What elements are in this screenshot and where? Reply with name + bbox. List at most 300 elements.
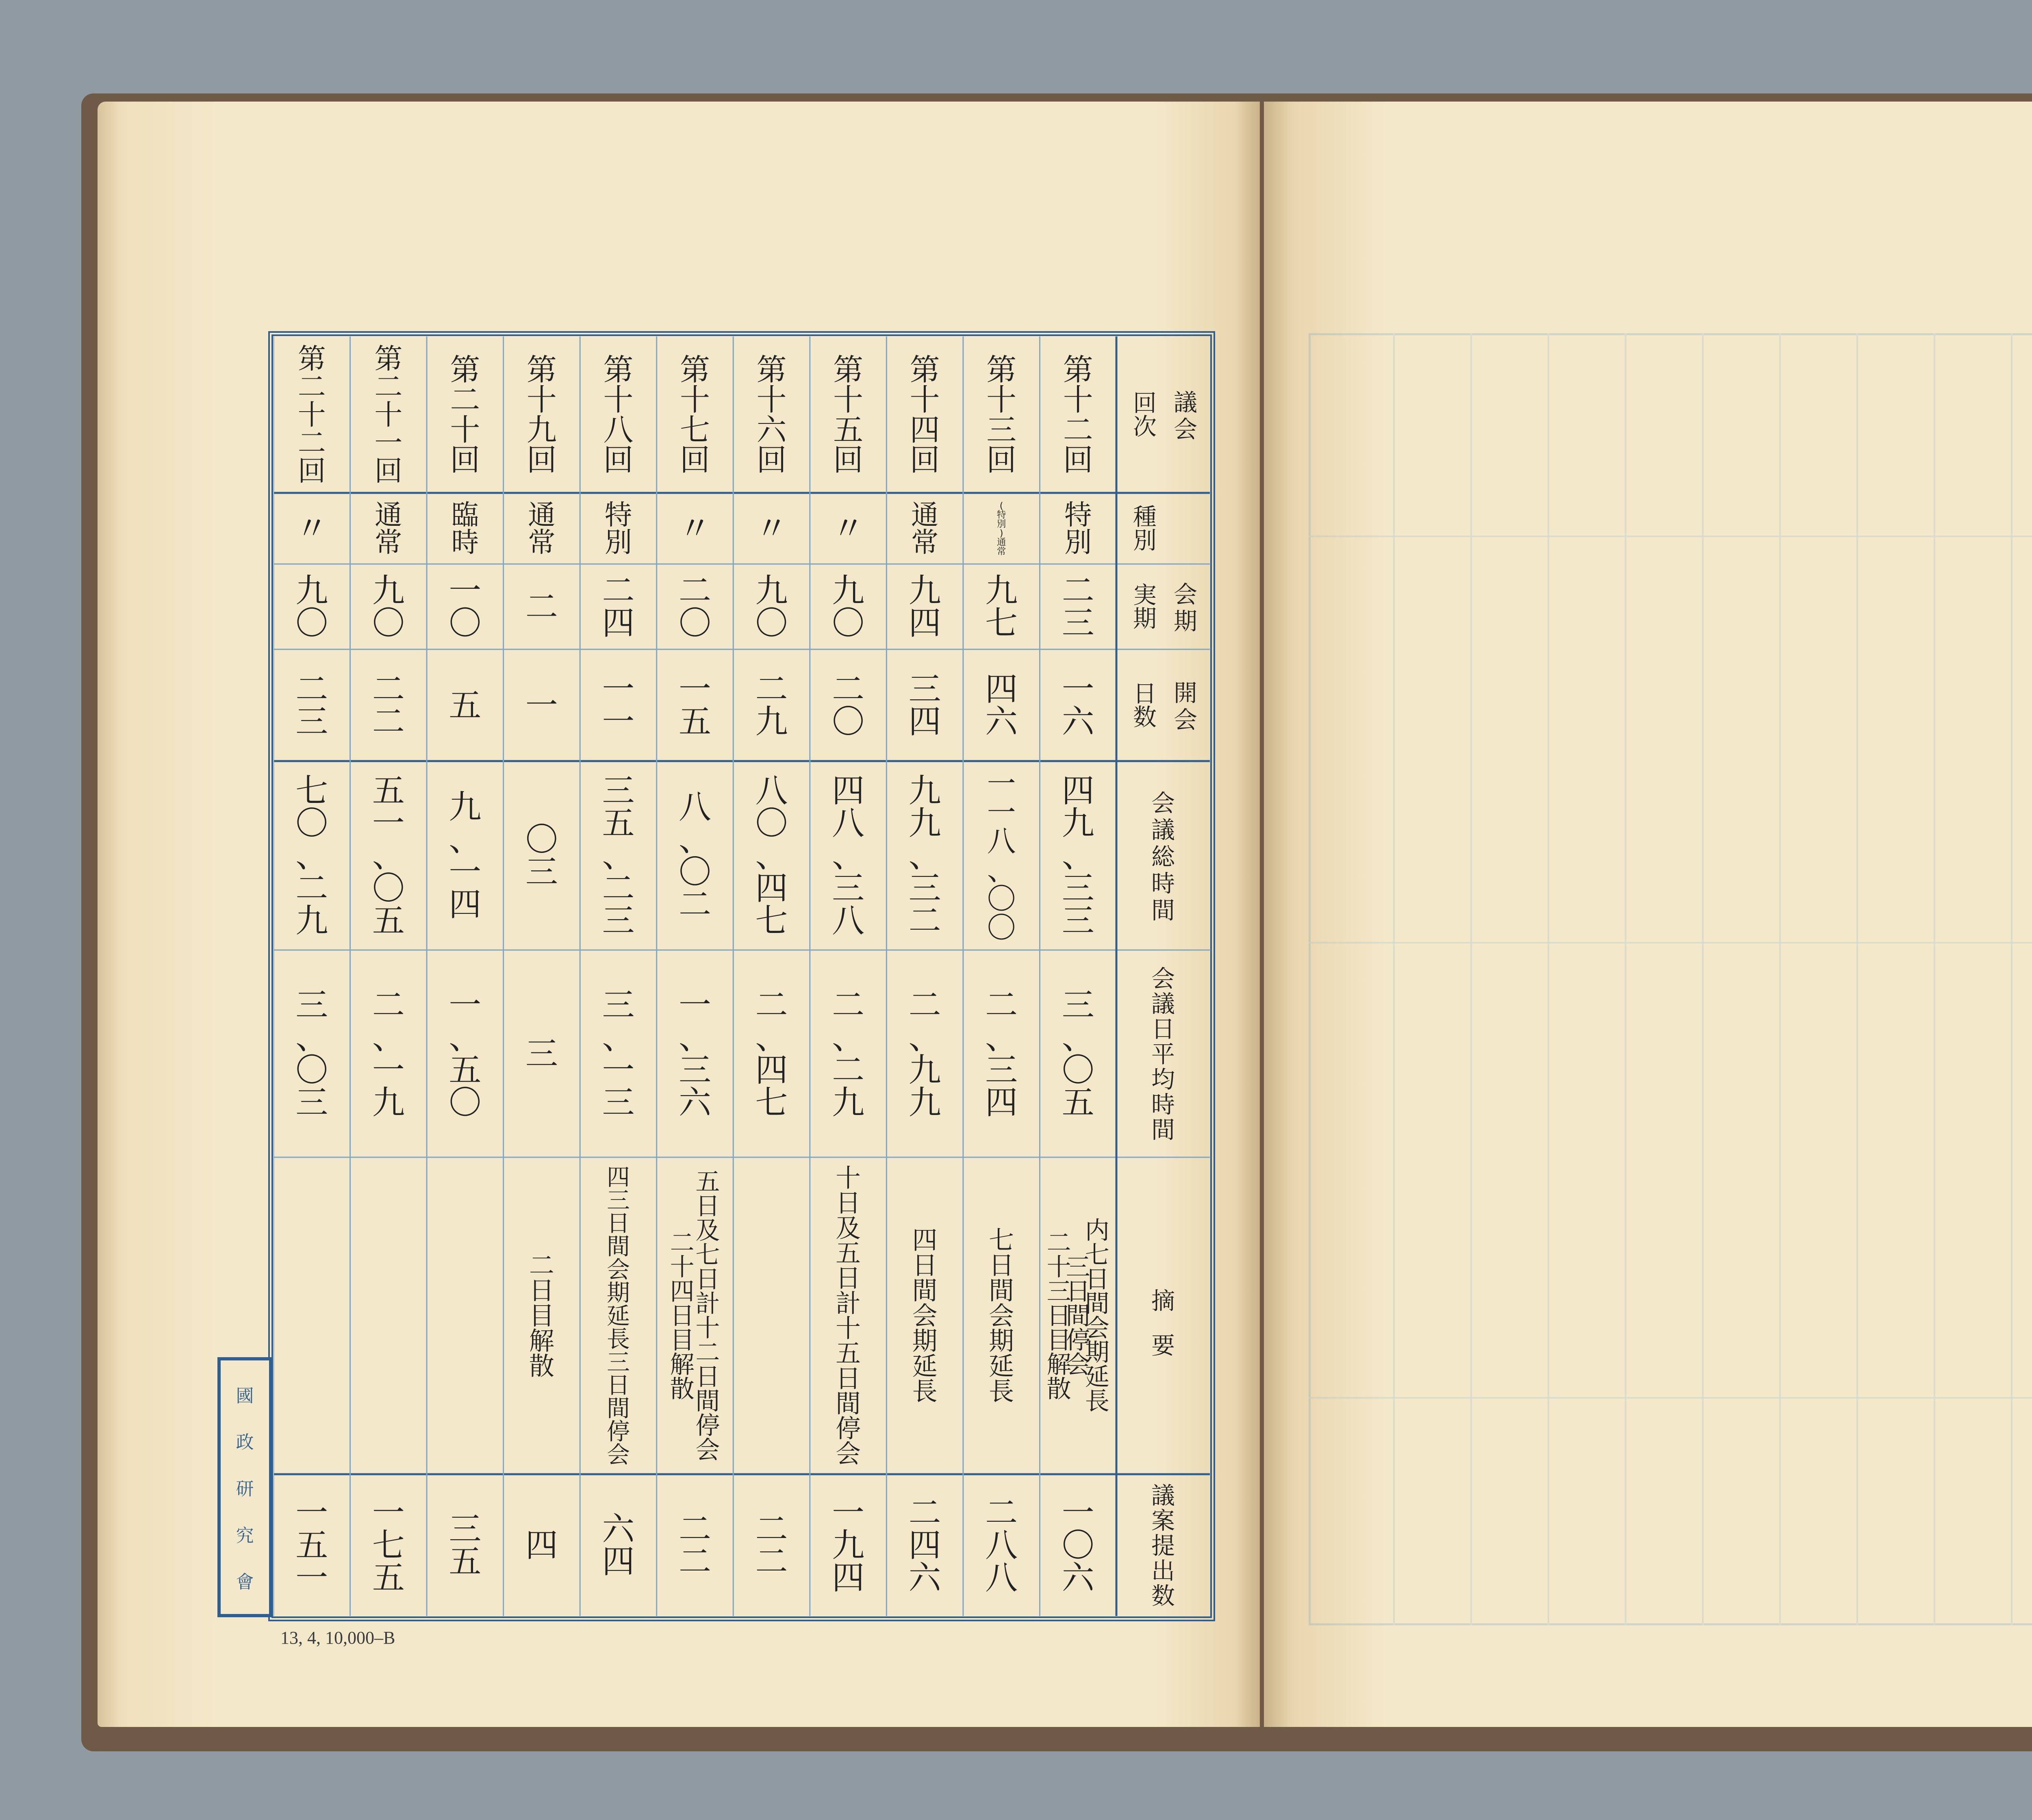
days-cell-char: 六	[985, 703, 1018, 741]
avg-cell	[909, 986, 941, 1122]
kind-cell-char: (	[999, 501, 1003, 512]
kind-cell-char: 通	[375, 499, 402, 531]
summary-cell-char: 日	[529, 1276, 554, 1306]
summary-text-char: 目	[1046, 1326, 1071, 1355]
avg-cell-char: 〇	[295, 1051, 328, 1089]
avg-cell-char: 五	[449, 1051, 482, 1089]
summary-text-char: 散	[1046, 1375, 1071, 1404]
total-cell	[987, 767, 1016, 944]
session-cell-char: 七	[680, 412, 710, 448]
avg-cell-char: 三	[679, 1051, 711, 1089]
header-summary-char: 要	[1151, 1332, 1175, 1360]
total-cell-char: 三	[832, 869, 865, 907]
avg-cell	[372, 986, 405, 1122]
period-cell	[832, 572, 864, 642]
total-cell-char: 〇	[679, 853, 711, 891]
summary-text	[695, 1168, 720, 1464]
header-opening	[1174, 679, 1197, 734]
total-cell-char: 三	[525, 853, 558, 891]
total-cell-char: 三	[602, 772, 635, 810]
kind-cell-char: 特	[1064, 499, 1092, 531]
header-session-char: 議	[1173, 388, 1198, 416]
session-cell-char: 十	[833, 382, 864, 418]
avg-cell	[679, 986, 712, 1122]
summary-cell-char: 日	[836, 1264, 861, 1293]
summary-cell-char: 長	[989, 1376, 1014, 1406]
summary-cell-char: 五	[836, 1239, 861, 1268]
days-cell-char: 六	[1062, 703, 1094, 741]
kind-cell	[452, 499, 479, 558]
header-period-char: 期	[1173, 607, 1198, 636]
avg-cell-char: 三	[985, 1051, 1018, 1089]
avg-cell-char: 〇	[1062, 1051, 1094, 1089]
bills-cell-char: 二	[755, 1510, 788, 1548]
session-cell-char: 二	[297, 427, 326, 460]
kind-cell-char: 常	[528, 526, 556, 558]
avg-cell-char: 、	[449, 1019, 482, 1056]
session-cell-char: 六	[756, 412, 787, 448]
kind-cell	[832, 510, 864, 548]
avg-cell-char: 三	[602, 986, 635, 1024]
summary-cell-char: 延	[989, 1351, 1014, 1381]
avg-cell-char: 〇	[449, 1084, 482, 1122]
summary-cell-char: 四	[912, 1225, 938, 1255]
bills-cell	[679, 1510, 711, 1581]
bills-cell-char: 八	[985, 1526, 1018, 1564]
avg-cell-char: 九	[372, 1084, 405, 1122]
avg-cell	[985, 986, 1018, 1122]
session-cell-char: 十	[603, 382, 634, 418]
bills-cell	[909, 1494, 942, 1597]
summary-cell-char: 十	[836, 1163, 861, 1193]
session-cell	[527, 352, 557, 477]
days-cell-char: 二	[372, 670, 405, 708]
header-total-hours-char: 議	[1151, 816, 1175, 844]
period-cell-char: 〇	[755, 604, 788, 642]
days-cell-char: 三	[295, 703, 328, 741]
kind-cell-char: 〃	[679, 510, 711, 548]
total-cell-char: 〇	[525, 820, 558, 859]
total-cell	[602, 772, 634, 940]
bills-cell-char: 一	[372, 1494, 405, 1532]
summary-cell-char: 解	[529, 1326, 554, 1356]
summary-cell-char: 七	[989, 1225, 1014, 1255]
bills-cell	[1062, 1494, 1095, 1597]
summary-text-char: 間	[1066, 1302, 1090, 1330]
period-cell	[985, 572, 1018, 642]
session-cell-char: 第	[833, 352, 864, 388]
session-cell-char: 十	[374, 399, 403, 432]
header-number	[1133, 389, 1157, 440]
avg-cell-char: 、	[1062, 1019, 1094, 1056]
stamp-char: 會	[236, 1572, 254, 1593]
header-total-hours-char: 総	[1151, 843, 1175, 871]
total-cell-char: 九	[908, 772, 941, 810]
session-cell-char: 十	[450, 412, 480, 448]
summary-text-char: 目	[670, 1326, 695, 1355]
bills-cell-char: 三	[449, 1510, 482, 1548]
session-cell	[833, 352, 863, 477]
bills-cell-char: 一	[832, 1494, 865, 1532]
total-cell-char: 〇	[987, 882, 1016, 916]
kind-cell-char: 〃	[755, 510, 788, 548]
bills-cell	[602, 1510, 635, 1581]
summary-text-char: 計	[695, 1290, 720, 1318]
days-cell	[832, 670, 864, 741]
days-cell	[755, 670, 788, 741]
days-cell	[372, 670, 405, 741]
total-cell-char: 五	[602, 804, 635, 842]
summary-cell-char: 目	[529, 1301, 554, 1331]
summary-cell-char: 会	[989, 1301, 1014, 1331]
summary-cell-char: 延	[912, 1351, 938, 1381]
summary-text-char: 二	[1046, 1229, 1071, 1257]
avg-cell-char: 二	[908, 986, 941, 1024]
period-cell	[525, 588, 558, 626]
period-cell	[909, 572, 941, 642]
session-cell-char: 四	[910, 412, 940, 448]
session-cell-char: 第	[526, 352, 557, 388]
total-cell-char: 九	[1062, 804, 1094, 842]
summary-text-char: 長	[1085, 1387, 1109, 1416]
session-cell-char: 二	[1063, 412, 1093, 448]
total-cell-char: 、	[755, 837, 788, 875]
period-cell	[679, 572, 711, 642]
period-cell	[449, 572, 481, 642]
summary-cell-char: 四	[607, 1164, 630, 1191]
days-cell-char: 二	[295, 670, 328, 708]
stamp-char: 政	[236, 1432, 254, 1453]
session-cell-char: 九	[526, 412, 557, 448]
summary-cell-char: 日	[836, 1189, 861, 1218]
total-cell	[909, 772, 941, 940]
stamp-char: 國	[236, 1385, 254, 1406]
bills-cell-char: 九	[832, 1526, 865, 1564]
total-cell-char: 五	[372, 772, 405, 810]
session-cell-char: 回	[756, 443, 787, 478]
avg-cell-char: 三	[295, 986, 328, 1024]
bills-cell-char: 八	[985, 1559, 1018, 1597]
period-cell-char: 〇	[372, 604, 405, 642]
avg-cell-char: 、	[908, 1019, 941, 1056]
header-avg-hours	[1151, 965, 1175, 1144]
summary-text-char: 期	[1085, 1338, 1109, 1367]
period-cell-char: 二	[1062, 572, 1094, 610]
total-cell-char: 、	[908, 837, 941, 875]
avg-cell	[602, 986, 634, 1122]
avg-cell-char: 五	[1062, 1084, 1094, 1122]
summary-cell-char: 期	[607, 1280, 630, 1306]
kind-cell	[605, 499, 632, 558]
session-cell-char: 回	[1063, 443, 1093, 478]
total-cell-char: 七	[295, 772, 328, 810]
kind-cell-char: 通	[996, 537, 1006, 548]
bills-cell-char: 四	[602, 1542, 635, 1581]
total-cell-char: 九	[908, 804, 941, 842]
bills-cell-char: 五	[449, 1542, 482, 1581]
total-cell-char: 四	[449, 885, 482, 924]
session-cell-char: 二	[297, 371, 326, 403]
kind-cell	[755, 510, 788, 548]
session-cell-char: 十	[1063, 382, 1093, 418]
stamp-char: 研	[236, 1478, 254, 1499]
header-days-char: 日	[1133, 679, 1157, 707]
period-cell-char: 九	[372, 572, 405, 610]
period-cell	[295, 572, 328, 642]
header-total-hours-char: 間	[1151, 896, 1175, 924]
total-cell-char: 四	[1062, 772, 1094, 810]
summary-cell-char: 日	[607, 1372, 630, 1399]
stamp-char: 究	[236, 1525, 254, 1546]
summary-text-char: 日	[670, 1302, 695, 1330]
total-cell-char: 二	[295, 869, 328, 907]
header-total-hours-char: 時	[1151, 870, 1175, 898]
summary-cell	[836, 1163, 861, 1468]
avg-cell	[295, 986, 328, 1122]
total-cell-char: 、	[832, 837, 865, 875]
period-cell-char: 〇	[679, 604, 711, 642]
avg-cell-char: 二	[832, 1051, 865, 1089]
session-cell-char: 第	[603, 352, 634, 388]
period-cell-char: 四	[602, 604, 635, 642]
total-cell-char: 八	[832, 902, 865, 940]
summary-cell-char: 日	[989, 1250, 1014, 1280]
total-cell-char: 三	[908, 869, 941, 907]
kind-cell-char: 常	[911, 526, 939, 558]
summary-cell-char: 二	[529, 1250, 554, 1280]
total-cell-char: 八	[679, 788, 711, 826]
total-cell-char: 一	[987, 796, 1016, 830]
header-summary	[1151, 1287, 1175, 1360]
summary-cell-char: 十	[836, 1314, 861, 1343]
days-cell-char: 九	[755, 703, 788, 741]
avg-cell-char: 二	[832, 986, 865, 1024]
days-cell	[602, 670, 634, 741]
summary-cell-char: 間	[836, 1389, 861, 1419]
print-code: 13, 4, 10,000–B	[280, 1628, 395, 1648]
total-cell-char: 四	[832, 772, 865, 810]
header-bills-char: 案	[1151, 1507, 1175, 1535]
bills-cell-char: 四	[908, 1526, 941, 1564]
bills-cell-char: 六	[602, 1510, 635, 1548]
total-cell-char: 七	[755, 902, 788, 940]
total-cell	[679, 788, 711, 924]
total-cell-char: 、	[987, 853, 1016, 887]
summary-cell-char: 会	[607, 1256, 630, 1284]
session-cell-char: 三	[986, 412, 1017, 448]
total-cell-char: 〇	[755, 804, 788, 842]
session-cell-char: 一	[374, 427, 403, 460]
total-cell-char: 、	[372, 837, 405, 875]
header-avg-hours-char: 均	[1151, 1065, 1175, 1093]
period-cell-char: 二	[525, 588, 558, 626]
summary-cell-char: 三	[607, 1187, 630, 1214]
bills-cell	[985, 1494, 1018, 1597]
bills-cell-char: 二	[755, 1542, 788, 1581]
header-summary-char: 摘	[1151, 1287, 1175, 1315]
summary-cell-char: 期	[989, 1326, 1014, 1356]
total-cell-char: 四	[755, 869, 788, 907]
summary-text-char: 四	[670, 1278, 695, 1306]
days-cell	[295, 670, 328, 741]
session-cell-char: 第	[374, 343, 403, 375]
kind-cell-char: 別	[1064, 526, 1092, 558]
total-cell-char: 、	[602, 837, 635, 875]
header-kind-char: 種	[1133, 503, 1157, 531]
bills-cell-char: 一	[295, 1494, 328, 1532]
avg-cell	[1062, 986, 1094, 1122]
summary-cell-char: 間	[607, 1233, 630, 1260]
summary-text-char: 二	[670, 1229, 695, 1257]
avg-cell-char: 九	[908, 1051, 941, 1089]
summary-text-char: 十	[670, 1253, 695, 1282]
summary-text-char: 内	[1085, 1217, 1109, 1245]
kind-cell	[911, 499, 939, 558]
header-kind	[1133, 503, 1157, 554]
header-opening-char: 会	[1173, 706, 1198, 734]
summary-text-char: 日	[1066, 1278, 1090, 1306]
total-cell-char: 、	[1062, 837, 1094, 875]
header-session	[1174, 389, 1197, 443]
bills-cell	[372, 1494, 405, 1597]
summary-cell-char: 間	[989, 1276, 1014, 1306]
session-cell-char: 五	[833, 412, 864, 448]
days-cell-char: 二	[755, 670, 788, 708]
session-cell	[450, 352, 480, 477]
session-cell-char: 回	[603, 443, 634, 478]
summary-text	[1047, 1229, 1071, 1404]
avg-cell-char: 二	[755, 986, 788, 1024]
summary-cell-char: 散	[529, 1351, 554, 1381]
bills-cell-char: 一	[295, 1559, 328, 1597]
kind-cell	[1064, 499, 1092, 558]
period-cell	[372, 572, 405, 642]
total-cell	[832, 772, 864, 940]
days-cell-char: 五	[679, 703, 711, 741]
avg-cell-char: 二	[985, 986, 1018, 1024]
session-cell-char: 十	[756, 382, 787, 418]
session-cell-char: 第	[756, 352, 787, 388]
bills-cell	[449, 1510, 481, 1581]
bills-cell-char: 二	[985, 1494, 1018, 1532]
session-cell-char: 八	[603, 412, 634, 448]
kind-cell-char: 〃	[295, 510, 328, 548]
header-bills-char: 提	[1151, 1532, 1175, 1560]
avg-cell-char: 九	[908, 1084, 941, 1122]
header-period-actual-char: 実	[1133, 581, 1157, 609]
total-cell-char: 二	[908, 902, 941, 940]
bills-cell-char: 一	[1062, 1494, 1094, 1532]
days-cell-char: 三	[908, 670, 941, 708]
summary-text-char: 三	[1046, 1278, 1071, 1306]
session-cell-char: 回	[374, 455, 403, 488]
total-cell-char: 九	[449, 788, 482, 826]
header-opening-char: 開	[1173, 679, 1198, 707]
kind-cell-char: 常	[996, 546, 1006, 557]
summary-text-char: 解	[670, 1351, 695, 1379]
session-cell-char: 第	[1063, 352, 1093, 388]
days-cell-char: 〇	[832, 703, 865, 741]
summary-text-char: 日	[1085, 1265, 1109, 1294]
session-cell-char: 第	[986, 352, 1017, 388]
bills-cell	[755, 1510, 788, 1581]
period-cell-char: 〇	[295, 604, 328, 642]
total-cell-char: 、	[295, 837, 328, 875]
summary-text-char: 七	[1085, 1241, 1109, 1269]
header-total-hours	[1151, 790, 1176, 924]
avg-cell-char: 七	[755, 1084, 788, 1122]
header-number-char: 次	[1133, 412, 1157, 440]
period-cell	[1062, 572, 1094, 642]
header-total-hours-char: 会	[1151, 789, 1175, 817]
total-cell-char: 一	[449, 853, 482, 891]
period-cell-char: 九	[908, 572, 941, 610]
summary-text-char: 停	[1066, 1326, 1090, 1355]
summary-text-char: 散	[670, 1375, 695, 1404]
total-cell-char: 、	[679, 820, 711, 859]
days-cell	[525, 687, 558, 725]
period-cell-char: 一	[449, 572, 482, 610]
period-cell-char: 九	[832, 572, 865, 610]
summary-cell-char: 長	[912, 1376, 938, 1406]
bills-cell-char: 二	[679, 1542, 711, 1581]
summary-cell	[529, 1251, 554, 1381]
kind-cell-char: 常	[375, 526, 402, 558]
avg-cell-char: 一	[679, 986, 711, 1024]
days-cell-char: 四	[908, 703, 941, 741]
summary-cell-char: 停	[607, 1418, 630, 1445]
summary-cell-char: 計	[836, 1289, 861, 1318]
avg-cell-char: 、	[832, 1019, 865, 1056]
avg-cell-char: 一	[449, 986, 482, 1024]
header-avg-hours-char: 時	[1151, 1091, 1175, 1119]
summary-text-char: 会	[695, 1436, 720, 1464]
total-cell-char: 一	[987, 767, 1016, 801]
session-cell-char: 回	[450, 443, 480, 478]
bills-cell	[832, 1494, 864, 1597]
bills-cell-char: 二	[908, 1494, 941, 1532]
avg-cell-char: 一	[372, 1051, 405, 1089]
header-bills-char: 数	[1151, 1582, 1175, 1610]
total-cell-char: 、	[449, 820, 482, 859]
period-cell-char: 九	[985, 572, 1018, 610]
session-cell-char: 第	[297, 343, 326, 375]
period-cell-char: 四	[908, 604, 941, 642]
total-cell	[755, 772, 788, 940]
summary-cell-char: 停	[836, 1414, 861, 1444]
days-cell-char: 五	[449, 686, 482, 725]
summary-text-char: 十	[695, 1314, 720, 1343]
session-cell-char: 二	[374, 371, 403, 403]
avg-cell	[525, 1035, 558, 1073]
avg-cell-char: 、	[985, 1019, 1018, 1056]
kind-cell-char: 通	[911, 499, 939, 531]
days-cell	[909, 670, 941, 741]
total-cell-char: 五	[372, 902, 405, 940]
header-period-actual	[1133, 581, 1157, 632]
summary-text-char: 五	[695, 1168, 720, 1196]
kind-cell	[295, 510, 328, 548]
session-cell-char: 十	[680, 382, 710, 418]
summary-text-char: 日	[695, 1265, 720, 1294]
kind-cell-char: 〃	[832, 510, 865, 548]
summary-cell	[607, 1164, 630, 1468]
total-cell-char: 二	[602, 869, 635, 907]
bills-cell-char: 六	[1062, 1559, 1094, 1597]
summary-text-char: 間	[1085, 1290, 1109, 1318]
summary-cell-char: 三	[607, 1349, 630, 1376]
total-cell	[449, 788, 481, 924]
